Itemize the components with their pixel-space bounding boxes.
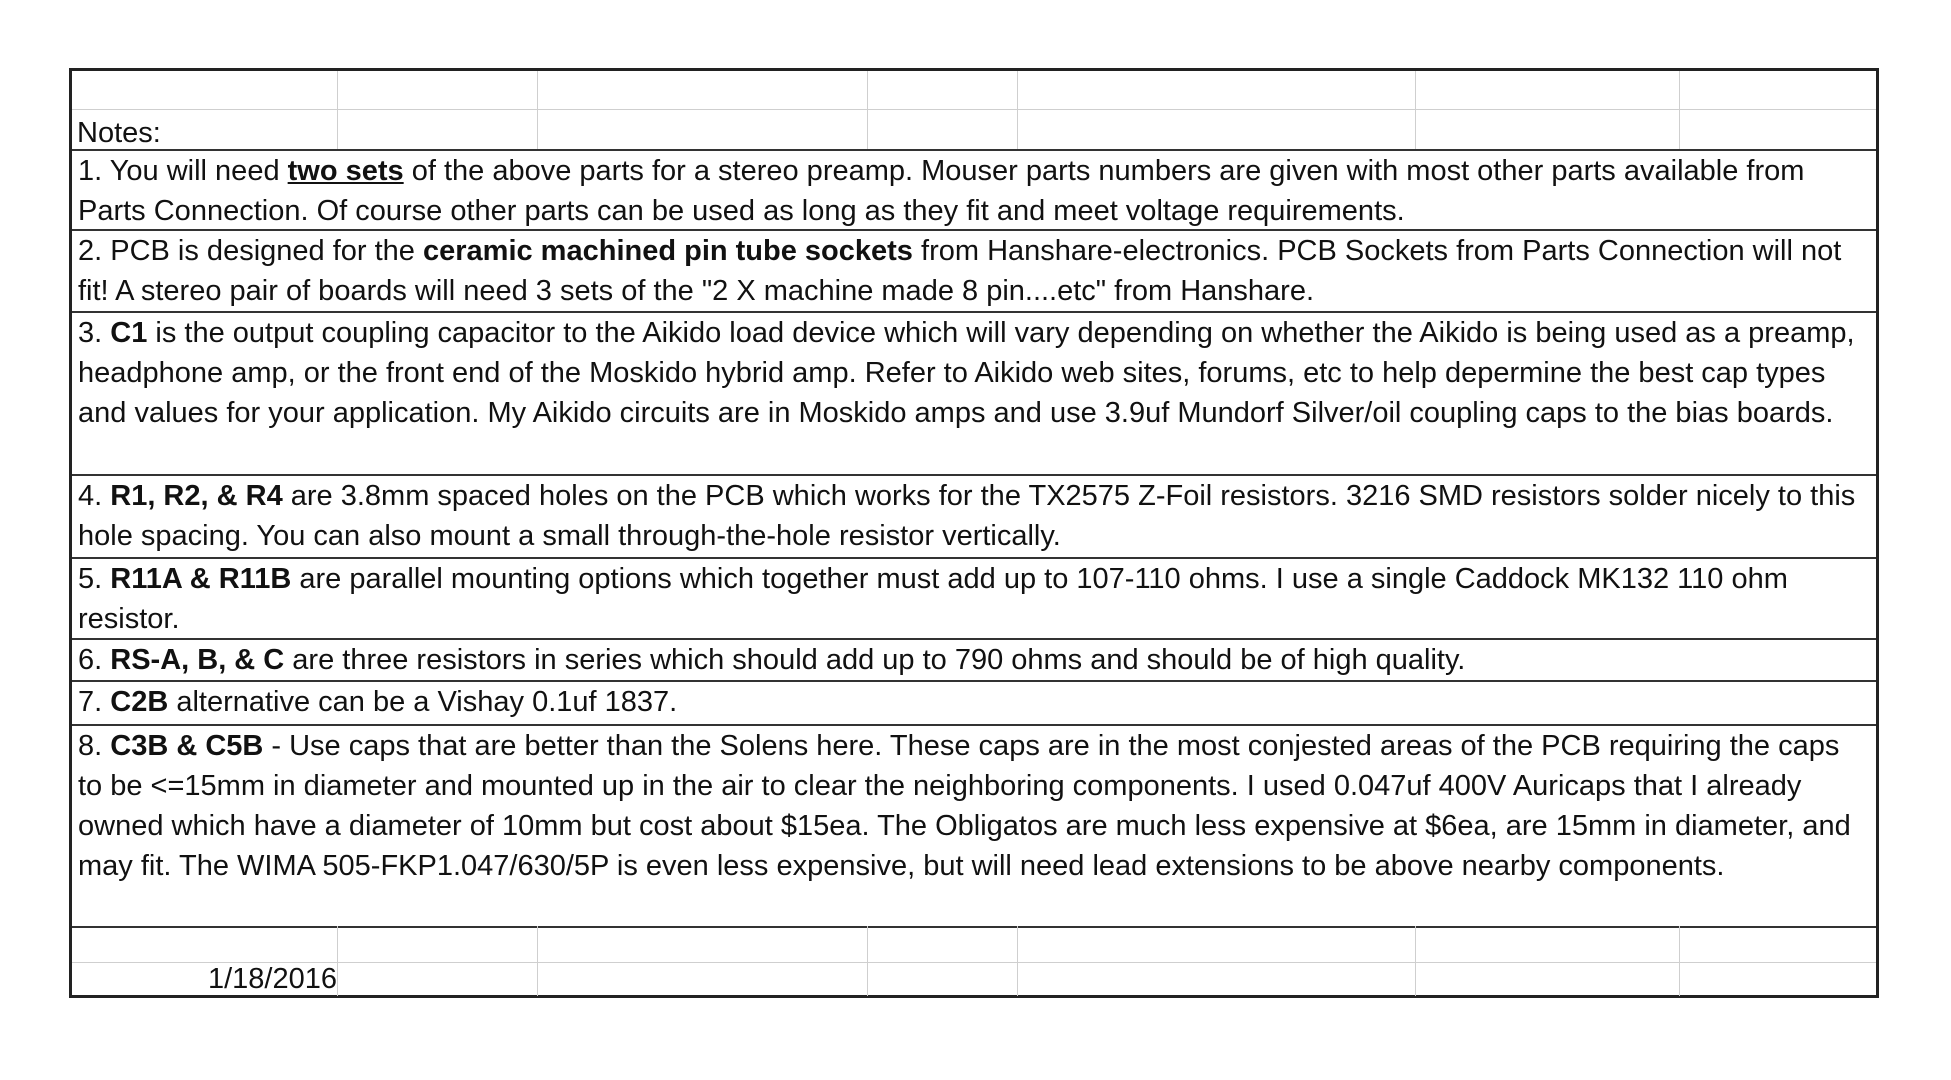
date-cell: 1/18/2016 [207,963,337,995]
grid-col [1679,71,1680,149]
note-number: 8. [78,730,103,762]
note-number: 2. [78,235,103,267]
note-text: C2B alternative can be a Vishay 0.1uf 1837. [110,686,678,718]
note-1 [72,149,1876,229]
notes-sheet [69,68,1879,998]
note-text: PCB is designed for the ceramic machined pin tube sockets from Hanshare-electronics. PCB Sockets from Parts Connection will not fit! A stereo pair of boards will need 3 sets of the "2 X machine made 8 pin....etc" from Hanshare. [78,235,1842,307]
note-text: R11A & R11B are parallel mounting options which together must add up to 107-110 ohms. I use a single Caddock MK132 110 ohm resistor. [78,563,1788,635]
grid-col [537,926,538,996]
note-3 [72,311,1876,474]
note-4 [72,474,1876,557]
note-6 [72,638,1876,680]
note-7 [72,680,1876,724]
note-text: R1, R2, & R4 are 3.8mm spaced holes on the PCB which works for the TX2575 Z-Foil resistors. 3216 SMD resistors solder nicely to this hole spacing. You can also mount a small through-the-hole resistor vertically. [78,480,1856,552]
grid-col [1679,926,1680,996]
grid-col [1415,926,1416,996]
note-text: You will need two sets of the above parts for a stereo preamp. Mouser parts numbers are given with most other parts available from Parts Connection. Of course other parts can be used as long as they fit and meet voltage requirements. [78,155,1805,227]
note-number: 4. [78,480,103,512]
grid-col [1017,71,1018,149]
notes-label: Notes: [77,117,161,149]
note-2 [72,229,1876,311]
grid-col [337,71,338,149]
note-number: 6. [78,644,103,676]
note-text: RS-A, B, & C are three resistors in series which should add up to 790 ohms and should be of high quality. [110,644,1466,676]
grid-col [337,926,338,996]
note-number: 5. [78,563,103,595]
grid-col [1415,71,1416,149]
note-5 [72,557,1876,638]
note-number: 1. [78,155,103,187]
note-text: C3B & C5B - Use caps that are better than the Solens here. These caps are in the most conjested areas of the PCB requiring the caps to be <=15mm in diameter and mounted up in the air to clear the neighboring components. I used 0.047uf 400V Auricaps that I already owned which have a diameter of 10mm but cost about $15ea. The Obligatos are much less expensive at $6ea, are 15mm in diameter, and may fit. The WIMA 505-FKP1.047/630/5P is even less expensive, but will need lead extensions to be above nearby components. [78,730,1851,882]
grid-col [537,71,538,149]
grid-row-bottom [72,926,1876,963]
note-text: C1 is the output coupling capacitor to the Aikido load device which will vary depending on whether the Aikido is being used as a preamp, headphone amp, or the front end of the Moskido hybrid amp. Refer to Aikido web sites, forums, etc to help depermine the best cap types and values for your application. My Aikido circuits are in Moskido amps and use 3.9uf Mundorf Silver/oil coupling caps to the bias boards. [78,317,1855,429]
grid-col [867,926,868,996]
grid-col [867,71,868,149]
grid-row-top [72,71,1876,110]
note-number: 3. [78,317,103,349]
note-number: 7. [78,686,103,718]
grid-col [1017,926,1018,996]
note-8 [72,724,1876,926]
